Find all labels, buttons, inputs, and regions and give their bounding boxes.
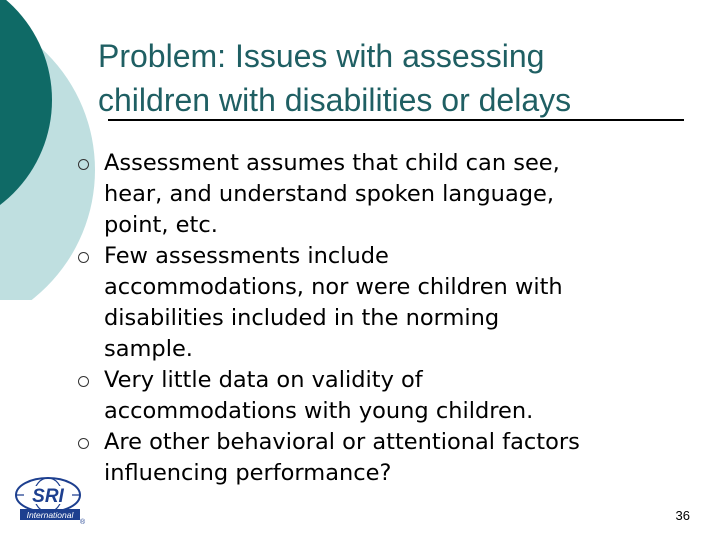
title-line-1: Problem: Issues with assessing (98, 38, 545, 74)
bullet-text-line: influencing performance? (104, 460, 392, 486)
bullet-text-line: Assessment assumes that child can see, (104, 150, 560, 176)
sri-logo (14, 477, 88, 525)
bullet-text-line: Very little data on validity of (104, 367, 423, 393)
bullet-text-line: disabilities included in the norming (104, 305, 500, 331)
logo-registered-mark: ® (80, 519, 86, 525)
title-underline (108, 119, 684, 121)
page-number: 36 (675, 508, 690, 523)
bullet-item (78, 365, 710, 427)
bullet-item (78, 241, 710, 365)
bullet-item (78, 427, 710, 489)
bullet-list (78, 148, 710, 489)
bullet-text-line: Are other behavioral or attentional factors (104, 429, 580, 455)
bullet-circle-icon (78, 159, 89, 170)
bullet-circle-icon (78, 376, 89, 387)
bullet-circle-icon (78, 438, 89, 449)
bullet-text-line: hear, and understand spoken language, (104, 181, 555, 207)
logo-subtext: International (26, 510, 74, 520)
bullet-text-line: point, etc. (104, 212, 218, 238)
bullet-text-line: Few assessments include (104, 243, 389, 269)
logo-wordmark: SRI (32, 486, 64, 507)
bullet-text-line: accommodations with young children. (104, 398, 534, 424)
bullet-text-line: accommodations, nor were children with (104, 274, 563, 300)
bullet-item (78, 148, 710, 241)
bullet-text-line: sample. (104, 336, 193, 362)
bullet-circle-icon (78, 252, 89, 263)
slide-title (98, 34, 698, 122)
title-line-2: children with disabilities or delays (98, 82, 572, 118)
